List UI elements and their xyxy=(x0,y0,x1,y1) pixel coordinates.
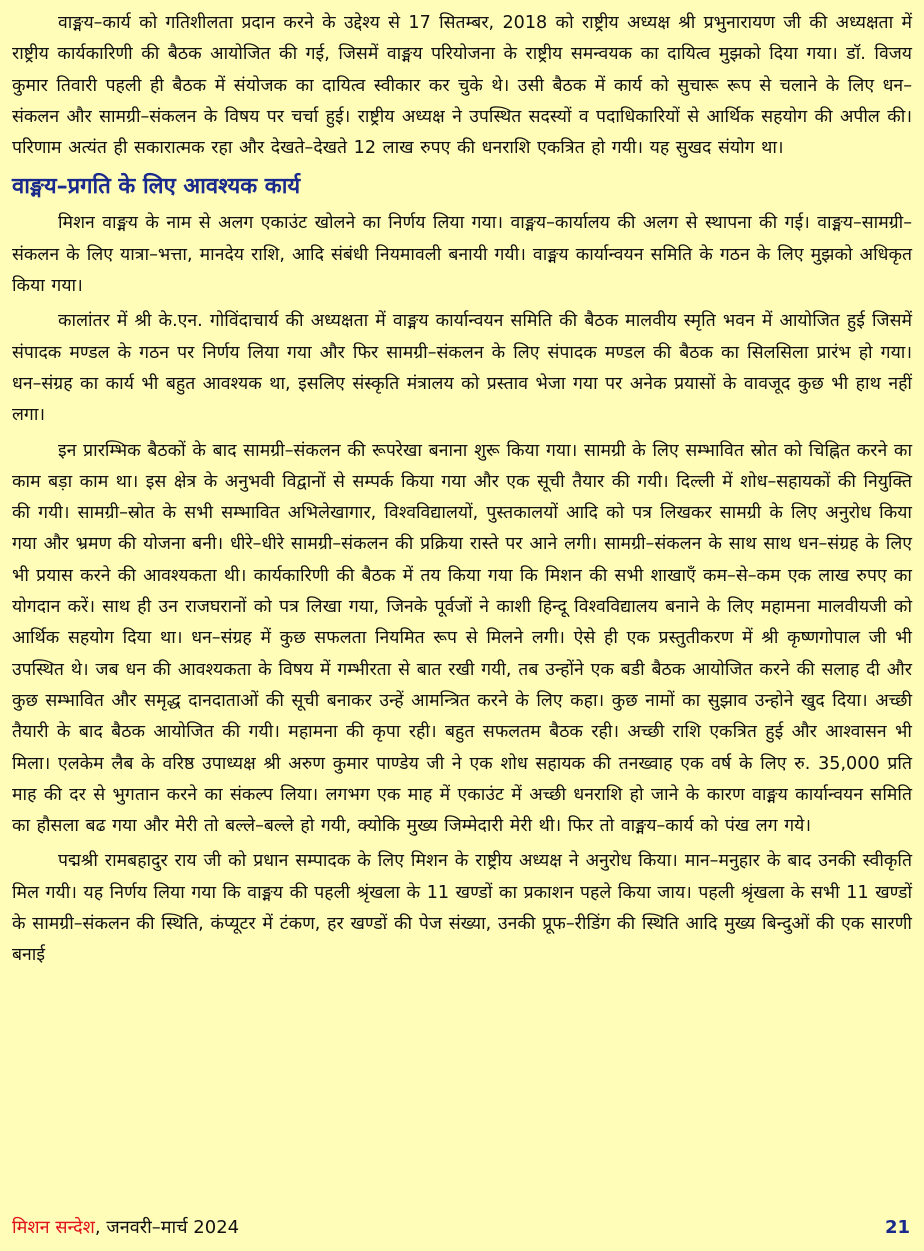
body-paragraph: कालांतर में श्री के.एन. गोविंदाचार्य की अध्यक्षता में वाङ्मय कार्यान्वयन समिति की बैठक मालवीय स्मृति भवन में आयोजित हुई जिसमें संपादक मण्डल के गठन पर निर्णय लिया गया और फिर सामग्री–संकलन के लिए संपादक मण्डल की बैठक का सिलसिला प्रारंभ हो गया। धन–संग्रह का कार्य भी बहुत आवश्यक था, इसलिए संस्कृति मंत्रालय को प्रस्ताव भेजा गया पर अनेक प्रयासों के वावजूद कुछ भी हाथ नहीं लगा। xyxy=(12,311,912,426)
page-number: 21 xyxy=(884,1217,910,1238)
intro-paragraph: वाङ्मय–कार्य को गतिशीलता प्रदान करने के उद्देश्य से 17 सितम्बर, 2018 को राष्ट्रीय अध्यक्ष श्री प्रभुनारायण जी की अध्यक्षता में राष्ट्रीय कार्यकारिणी की बैठक आयोजित की गई, जिसमें वाङ्मय परियोजना के राष्ट्रीय समन्वयक का दायित्व मुझको दिया गया। डॉ. विजय कुमार तिवारी पहली ही बैठक में संयोजक का दायित्व स्वीकार कर चुके थे। उसी बैठक में कार्य को सुचारू रूप से चलाने के लिए धन–संकलन और सामग्री–संकलन के विषय पर चर्चा हुई। राष्ट्रीय अध्यक्ष ने उपस्थित सदस्यों व पदाधिकारियों से आर्थिक सहयोग की अपील की। परिणाम अत्यंत ही सकारात्मक रहा और देखते–देखते 12 लाख रुपए की धनराशि एकत्रित हो गयी। यह सुखद संयोग था। xyxy=(12,13,912,159)
footer-brand: मिशन सन्देश xyxy=(12,1217,95,1238)
footer-issue: , जनवरी–मार्च 2024 xyxy=(94,1217,240,1238)
section-heading: वाङ्मय–प्रगति के लिए आवश्यक कार्य xyxy=(12,174,301,200)
body-paragraph: इन प्रारम्भिक बैठकों के बाद सामग्री–संकलन की रूपरेखा बनाना शुरू किया गया। सामग्री के लिए सम्भावित स्रोत को चिह्नित करने का काम बड़ा काम था। इस क्षेत्र के अनुभवी विद्वानों से सम्पर्क किया गया और एक सूची तैयार की गयी। दिल्ली में शोध–सहायकों की नियुक्ति की गयी। सामग्री–स्रोत के सभी सम्भावित अभिलेखागार, विश्वविद्यालयों, पुस्तकालयों आदि को पत्र लिखकर सामग्री के लिए अनुरोध किया गया और भ्रमण की योजना बनी। धीरे–धीरे सामग्री–संकलन की प्रक्रिया रास्ते पर आने लगी। सामग्री–संकलन के साथ साथ धन–संग्रह के लिए भी प्रयास करने की आवश्यकता थी। कार्यकारिणी की बैठक में तय किया गया कि मिशन की सभी शाखाएँ कम–से–कम एक लाख रुपए का योगदान करें। साथ ही उन राजघरानों को पत्र लिखा गया, जिनके पूर्वजों ने काशी हिन्दू विश्वविद्यालय बनाने के लिए महामना मालवीयजी को आर्थिक सहयोग दिया था। धन–संग्रह में कुछ सफलता नियमित रूप से मिलने लगी। ऐसे ही एक प्रस्तुतीकरण में श्री कृष्णगोपाल जी भी उपस्थित थे। जब धन की आवश्यकता के विषय में गम्भीरता से बात रखी गयी, तब उन्होंने एक बडी बैठक आयोजित करने की सलाह दी और कुछ सम्भावित और समृद्ध दानदाताओं की सूची बनाकर उन्हें आमन्त्रित करने के लिए कहा। कुछ नामों का सुझाव उन्होने खुद दिया। अच्छी तैयारी के बाद बैठक आयोजित की गयी। महामना की कृपा रही। बहुत सफलतम बैठक रही। अच्छी राशि एकत्रित हुई और आश्वासन भी मिला। एलकेम लैब के वरिष्ठ उपाध्यक्ष श्री अरुण कुमार पाण्डेय जी ने एक शोध सहायक की तनख्वाह एक वर्ष के लिए रु. 35,000 प्रति माह की दर से भुगतान करने का संकल्प लिया। लगभग एक माह में एकाउंट में अच्छी धनराशि हो जाने के कारण वाङ्मय कार्यान्वयन समिति का हौसला बढ गया और मेरी तो बल्ले–बल्ले हो गयी, क्योकि मुख्य जिम्मेदारी मेरी थी। फिर तो वाङ्मय–कार्य को पंख लग गये। xyxy=(12,440,912,837)
body-paragraph: मिशन वाङ्मय के नाम से अलग एकाउंट खोलने का निर्णय लिया गया। वाङ्मय–कार्यालय की अलग से स्थापना की गई। वाङ्मय–सामग्री–संकलन के लिए यात्रा–भत्ता, मानदेय राशि, आदि संबंधी नियमावली बनायी गयी। वाङ्मय कार्यान्वयन समिति के गठन के लिए मुझको अधिकृत किया गया। xyxy=(12,213,912,297)
footer-publication xyxy=(12,1213,239,1243)
body-paragraph: पद्मश्री रामबहादुर राय जी को प्रधान सम्पादक के लिए मिशन के राष्ट्रीय अध्यक्ष ने अनुरोध किया। मान–मनुहार के बाद उनकी स्वीकृति मिल गयी। यह निर्णय लिया गया कि वाङ्मय की पहली श्रृंखला के 11 खण्डों का प्रकाशन पहले किया जाय। पहली श्रृंखला के सभी 11 खण्डों के सामग्री–संकलन की स्थिति, कंप्यूटर में टंकण, हर खण्डों की पेज संख्या, उनकी प्रूफ–रीडिंग की स्थिति आदि मुख्य बिन्दुओं की एक सारणी बनाई xyxy=(12,851,912,966)
page-footer xyxy=(12,1213,910,1243)
